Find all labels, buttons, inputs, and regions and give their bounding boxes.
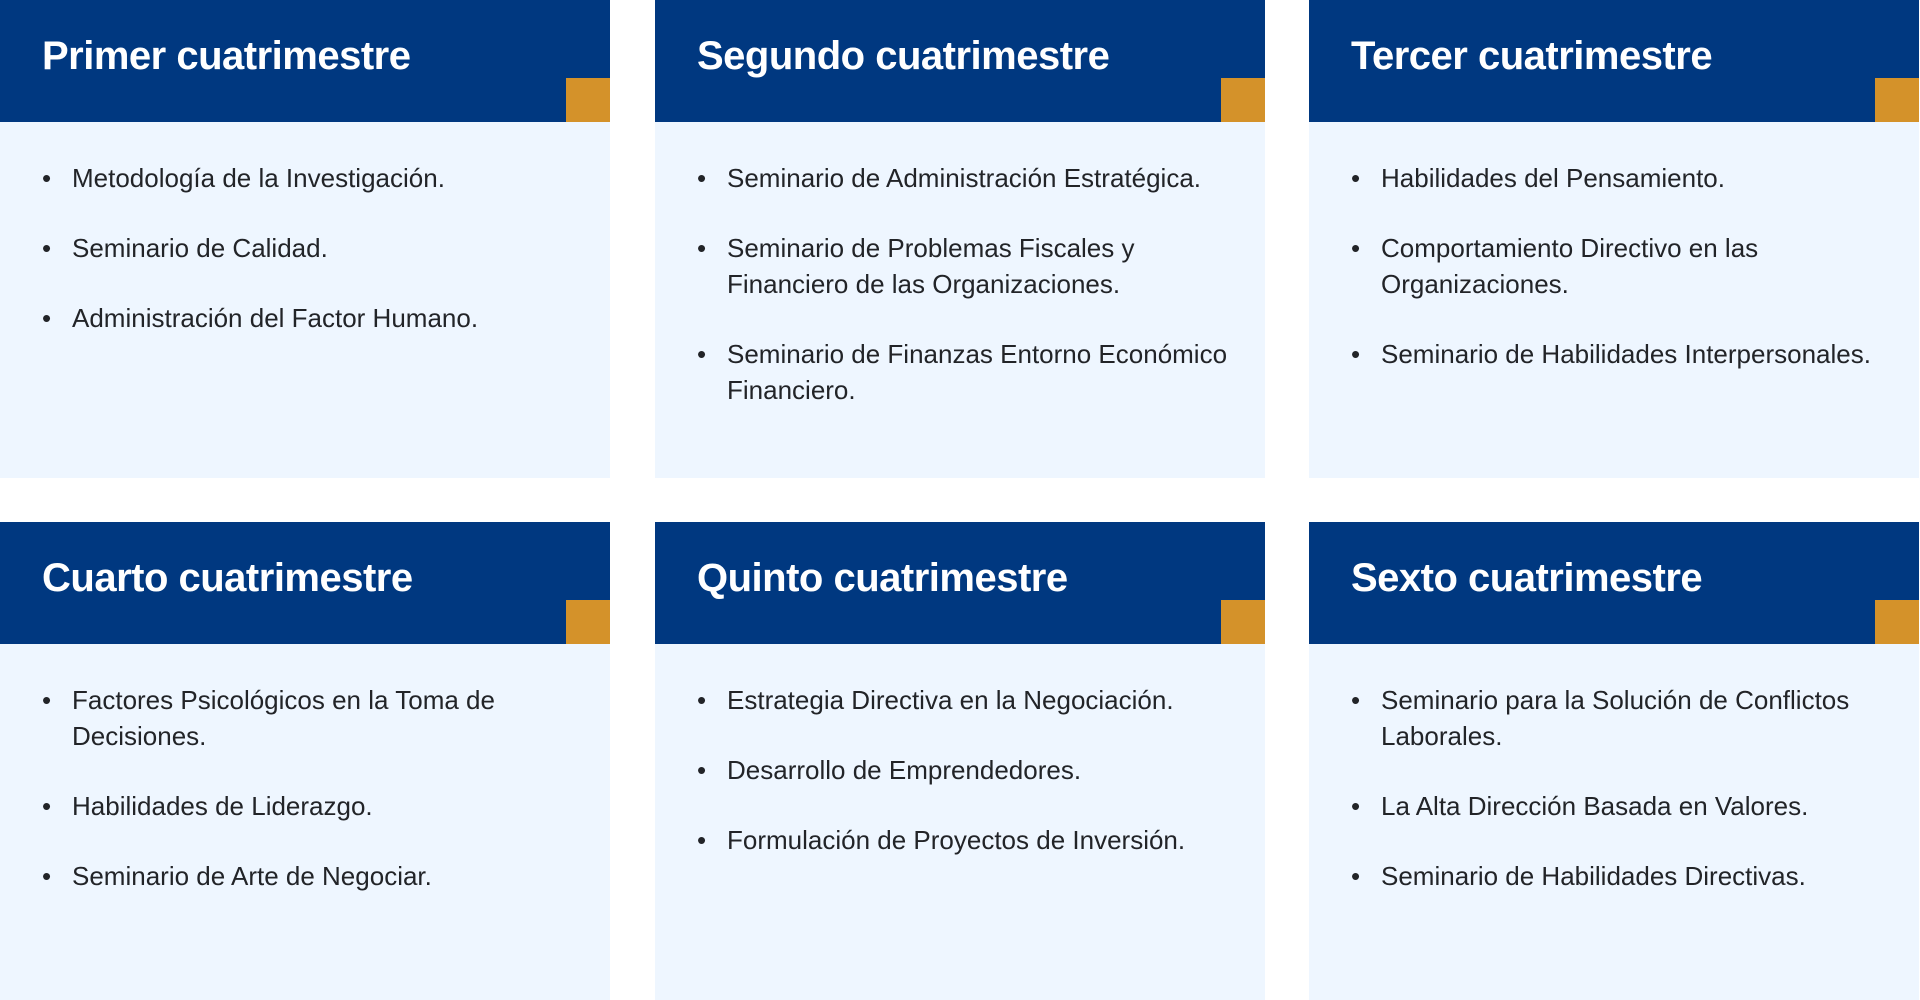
bullet-icon: • — [42, 163, 52, 193]
card-title: Tercer cuatrimestre — [1351, 34, 1713, 78]
course-name: Formulación de Proyectos de Inversión. — [727, 825, 1186, 855]
card-header — [655, 522, 1265, 644]
bullet-icon: • — [697, 755, 707, 785]
course-name: Factores Psicológicos en la Toma de Decisiones. — [72, 685, 495, 751]
accent-square — [1875, 600, 1919, 644]
bullet-icon: • — [42, 685, 52, 715]
course-name: Comportamiento Directivo en las Organizaciones. — [1381, 233, 1759, 299]
card-header — [1309, 0, 1919, 122]
course-item — [697, 682, 1235, 718]
card-header — [0, 0, 610, 122]
course-item — [1351, 682, 1889, 754]
course-name: La Alta Dirección Basada en Valores. — [1381, 791, 1809, 821]
course-name: Seminario de Calidad. — [72, 233, 328, 263]
bullet-icon: • — [1351, 233, 1361, 263]
course-list — [655, 644, 1265, 858]
course-item — [42, 300, 580, 336]
card-header — [655, 0, 1265, 122]
course-name: Metodología de la Investigación. — [72, 163, 445, 193]
course-name: Seminario de Habilidades Interpersonales. — [1381, 339, 1871, 369]
bullet-icon: • — [1351, 791, 1361, 821]
card-cuarto-cuatrimestre — [0, 522, 610, 1000]
course-item — [42, 230, 580, 266]
course-list — [655, 122, 1265, 408]
bullet-icon: • — [697, 685, 707, 715]
bullet-icon: • — [697, 825, 707, 855]
course-name: Estrategia Directiva en la Negociación. — [727, 685, 1174, 715]
bullet-icon: • — [1351, 339, 1361, 369]
course-item — [697, 752, 1235, 788]
bullet-icon: • — [1351, 861, 1361, 891]
course-item — [1351, 160, 1889, 196]
accent-square — [1221, 78, 1265, 122]
course-list — [0, 122, 610, 336]
course-name: Seminario de Habilidades Directivas. — [1381, 861, 1806, 891]
card-title: Sexto cuatrimestre — [1351, 556, 1703, 600]
course-name: Seminario de Administración Estratégica. — [727, 163, 1202, 193]
card-title: Quinto cuatrimestre — [697, 556, 1068, 600]
card-quinto-cuatrimestre — [655, 522, 1265, 1000]
course-list — [0, 644, 610, 894]
card-title: Cuarto cuatrimestre — [42, 556, 413, 600]
bullet-icon: • — [42, 233, 52, 263]
bullet-icon: • — [697, 233, 707, 263]
card-primer-cuatrimestre — [0, 0, 610, 478]
accent-square — [566, 78, 610, 122]
card-sexto-cuatrimestre — [1309, 522, 1919, 1000]
bullet-icon: • — [42, 861, 52, 891]
course-name: Habilidades del Pensamiento. — [1381, 163, 1725, 193]
course-name: Seminario de Finanzas Entorno Económico Financiero. — [727, 339, 1228, 405]
bullet-icon: • — [1351, 163, 1361, 193]
accent-square — [1221, 600, 1265, 644]
bullet-icon: • — [42, 303, 52, 333]
card-header — [1309, 522, 1919, 644]
card-title: Segundo cuatrimestre — [697, 34, 1110, 78]
course-item — [42, 788, 580, 824]
course-name: Seminario para la Solución de Conflictos Laborales. — [1381, 685, 1850, 751]
bullet-icon: • — [697, 339, 707, 369]
course-item — [697, 160, 1235, 196]
course-item — [697, 822, 1235, 858]
course-item — [697, 336, 1235, 408]
card-title: Primer cuatrimestre — [42, 34, 411, 78]
course-list — [1309, 122, 1919, 372]
accent-square — [1875, 78, 1919, 122]
course-name: Desarrollo de Emprendedores. — [727, 755, 1082, 785]
course-item — [697, 230, 1235, 302]
course-name: Habilidades de Liderazgo. — [72, 791, 373, 821]
course-item — [42, 160, 580, 196]
bullet-icon: • — [697, 163, 707, 193]
course-name: Seminario de Problemas Fiscales y Financiero de las Organizaciones. — [727, 233, 1135, 299]
course-item — [42, 858, 580, 894]
course-name: Seminario de Arte de Negociar. — [72, 861, 432, 891]
course-item — [1351, 858, 1889, 894]
course-item — [1351, 336, 1889, 372]
accent-square — [566, 600, 610, 644]
course-item — [1351, 230, 1889, 302]
card-tercer-cuatrimestre — [1309, 0, 1919, 478]
bullet-icon: • — [1351, 685, 1361, 715]
bullet-icon: • — [42, 791, 52, 821]
course-item — [1351, 788, 1889, 824]
card-header — [0, 522, 610, 644]
card-segundo-cuatrimestre — [655, 0, 1265, 478]
course-item — [42, 682, 580, 754]
course-name: Administración del Factor Humano. — [72, 303, 479, 333]
course-list — [1309, 644, 1919, 894]
